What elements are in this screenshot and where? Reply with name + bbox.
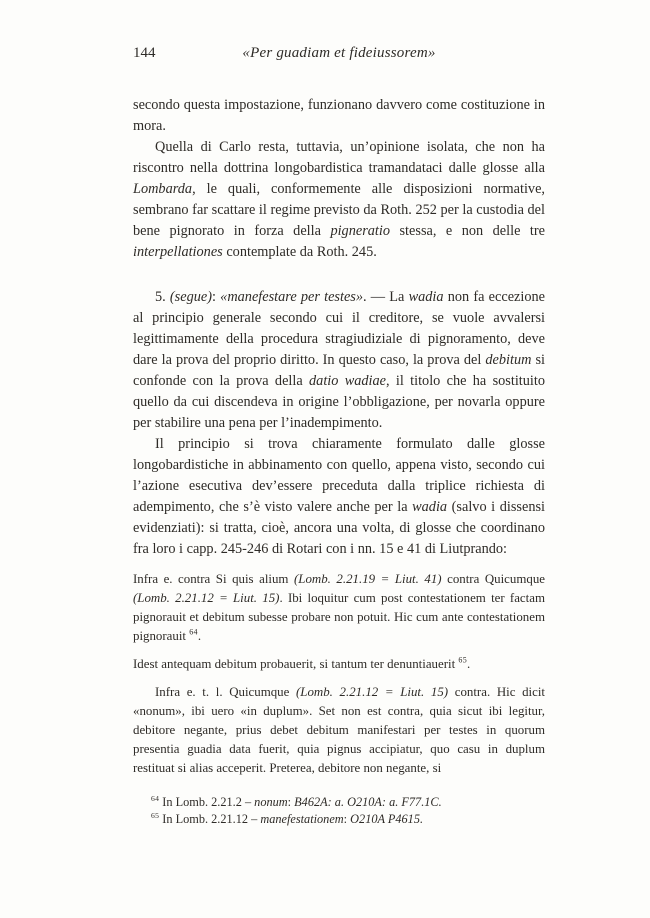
- text-block: [133, 45, 545, 827]
- footnotes-area: [133, 794, 545, 827]
- body-paragraph: Il principio si trova chiaramente formulato dalle glosse longobardistiche in abbinamento con quello, appena visto, secondo cui l’azione esecutiva dev’essere preceduta dalla triplice richiesta di adempimento, che s’è visto valere anche per la wadia (salvo i dissensi evidenziati): si tratta, cioè, ancora una volta, di glosse che coordinano fra loro i capp. 245-246 di Rotari con i nn. 15 e 41 di Liutprando:: [133, 436, 546, 557]
- footnote-64: $^{64}$ In Lomb. 2.21.2 – nonum: B462A: a. O210A: a. F77.1C.: [151, 793, 442, 809]
- body-paragraph: Quella di Carlo resta, tuttavia, un’opinione isolata, che non ha riscontro nella dottrina longobardistica tramandataci dalle glosse alla Lombarda, le quali, conformemente alle disposizioni normative, sembrano far scattare il regime previsto da Roth. 252 per la custodia del bene pignorato in forza della pigneratio stessa, e non delle tre interpellationes contemplate da Roth. 245.: [133, 139, 545, 260]
- section-5-paragraph: 5. (segue): «manefestare per testes». — La wadia non fa eccezione al principio generale secondo cui il creditore, se vuole avvalersi legittimamente della procedura stragiudiziale di pignoramento, deve dare la prova del proprio diritto. In questo caso, la prova del debitum si confonde con la prova della datio wadiae, il titolo che ha sostituito quello da cui discendeva in origine l’obbligazione, per novarla oppure per stabilire una pena per l’inadempimento.: [133, 289, 546, 431]
- body-paragraph-continuation: secondo questa impostazione, funzionano davvero come costituzione in mora.: [133, 97, 545, 134]
- running-head: [133, 45, 545, 65]
- page-number: 144: [133, 45, 156, 61]
- block-quote: Idest antequam debitum probauerit, si tantum ter denuntiauerit $^{65}$.: [133, 655, 471, 671]
- quote-area: [133, 570, 545, 778]
- running-title: «Per guadiam et fideiussorem»: [242, 45, 436, 61]
- footnote-65: $^{65}$ In Lomb. 2.21.12 – manefestationem: O210A P4615.: [151, 810, 424, 826]
- block-quote: Infra e. contra Si quis alium (Lomb. 2.21.19 = Liut. 41) contra Quicumque (Lomb. 2.21.12 = Liut. 15). Ibi loquitur cum post contestationem ter factam pignorauit et debitum subesse probare non potuit. Hic cum ante contestationem pignorauit $^{64}$.: [133, 572, 545, 643]
- page-body: [133, 95, 545, 827]
- block-quote: Infra e. t. l. Quicumque (Lomb. 2.21.12 = Liut. 15) contra. Hic dicit «nonum», ibi uero «in duplum». Set non est contra, quia sicut ibi legitur, debitore negante, prius debet debitum manifestari per testes in quorum presentia guadia data fuerit, quia pignus accipiatur, quo casu in duplum restituat si alias acceperit. Preterea, debitore non negante, si: [133, 685, 545, 775]
